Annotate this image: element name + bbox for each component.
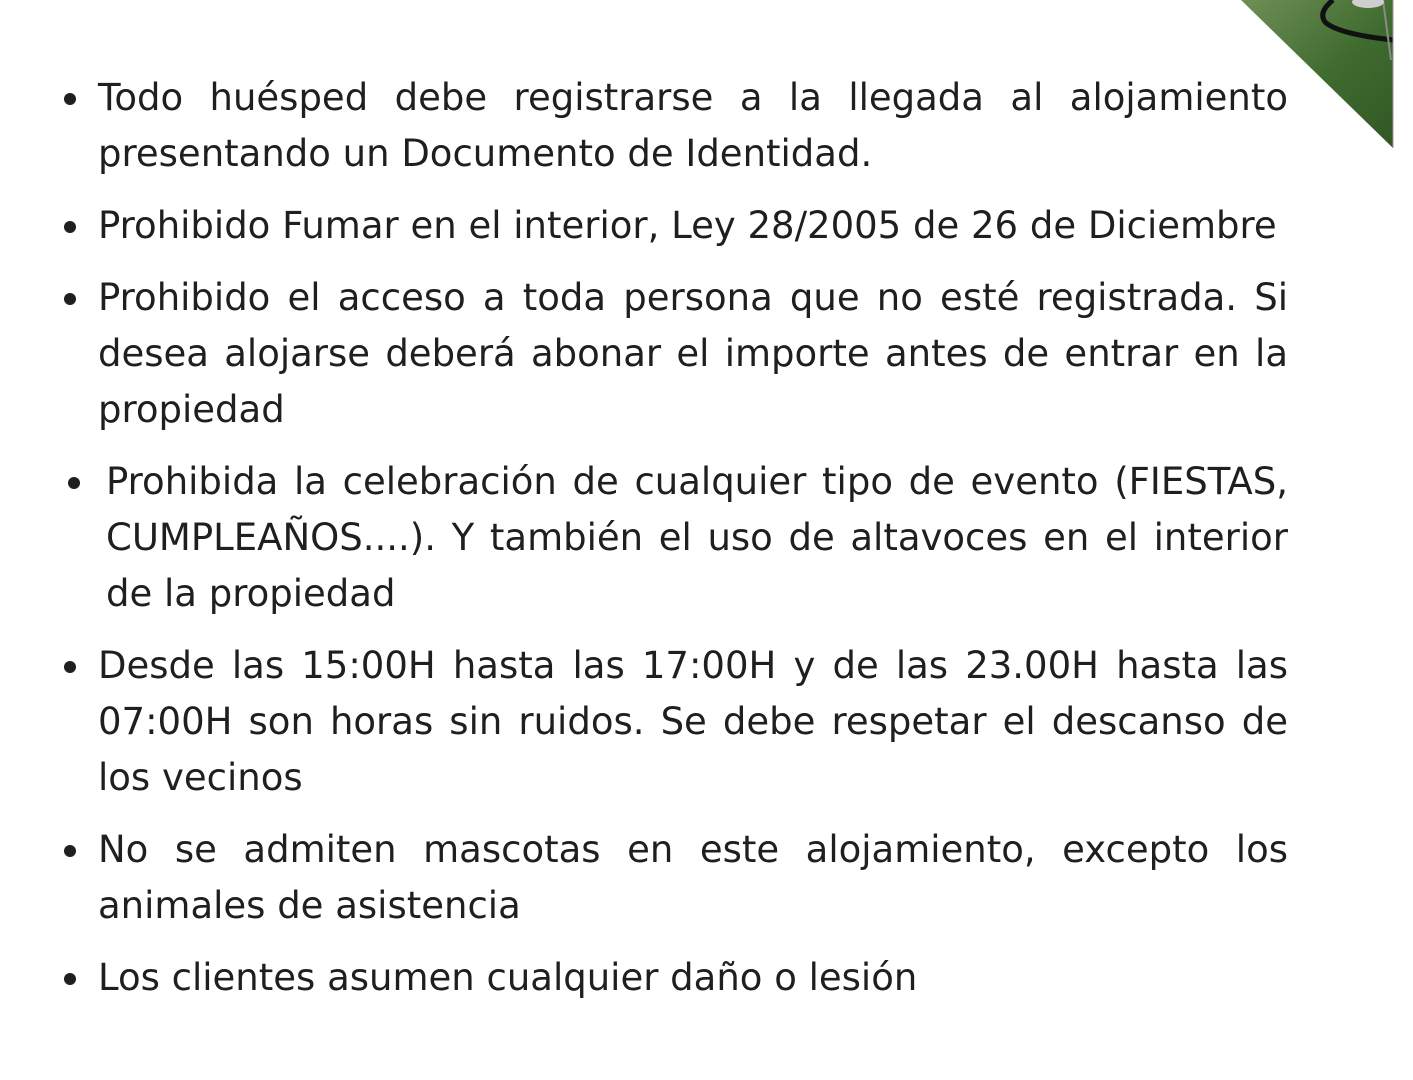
rule-text: Prohibido Fumar en el interior, Ley 28/2005 de 26 de Diciembre (98, 204, 1277, 247)
bullet-icon (64, 221, 76, 233)
rule-text: Prohibido el acceso a toda persona que no esté registrada. Si desea alojarse deberá abonar el importe antes de entrar en la propiedad (98, 276, 1288, 431)
bullet-icon (68, 477, 80, 489)
bullet-icon (64, 293, 76, 305)
bullet-icon (64, 661, 76, 673)
rule-quiet-hours (62, 638, 1288, 806)
rule-text: Desde las 15:00H hasta las 17:00H y de las 23.00H hasta las 07:00H son horas sin ruidos. Se debe respetar el descanso de los vecinos (98, 644, 1288, 799)
rule-no-smoking (62, 198, 1288, 254)
rule-no-pets (62, 822, 1288, 934)
rule-no-unregistered-access (62, 270, 1288, 438)
rule-text: Prohibida la celebración de cualquier tipo de evento (FIESTAS, CUMPLEAÑOS....). Y también el uso de altavoces en el interior de la propiedad (106, 460, 1288, 615)
rule-text: Los clientes asumen cualquier daño o lesión (98, 956, 918, 999)
rule-registration (62, 70, 1288, 182)
rule-liability (62, 950, 1288, 1006)
bullet-icon (64, 845, 76, 857)
house-rules-list (62, 70, 1288, 1022)
bullet-icon (64, 973, 76, 985)
bullet-icon (64, 93, 76, 105)
rule-text: Todo huésped debe registrarse a la llegada al alojamiento presentando un Documento de Identidad. (98, 76, 1288, 175)
rule-text: No se admiten mascotas en este alojamiento, excepto los animales de asistencia (98, 828, 1288, 927)
rule-no-events (66, 454, 1288, 622)
